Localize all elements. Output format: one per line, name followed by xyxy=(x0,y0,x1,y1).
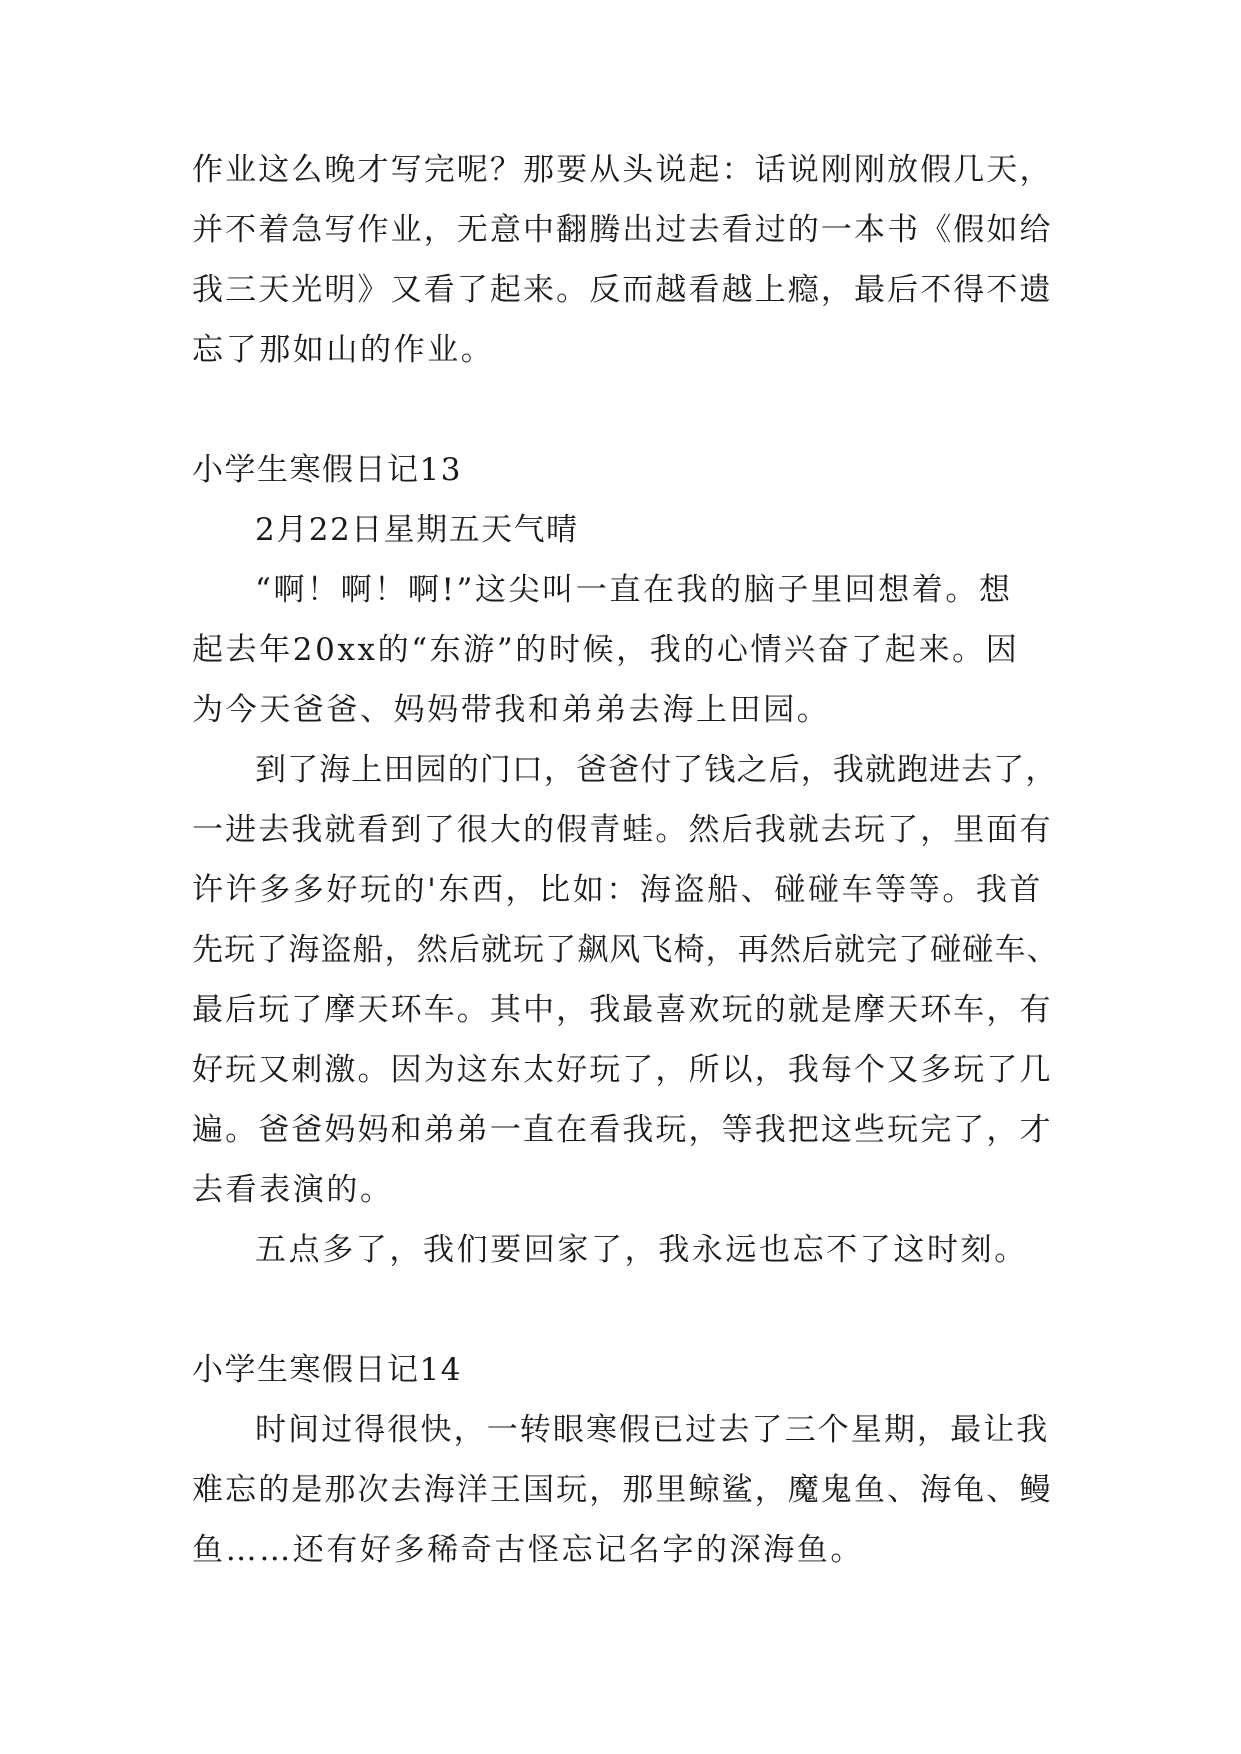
section-14-title: 小学生寒假日记14 xyxy=(192,1352,462,1388)
section-13-p1-line-3: 为今天爸爸、妈妈带我和弟弟去海上田园。 xyxy=(192,692,831,728)
section-13-p2-line-1: 到了海上田园的门口，爸爸付了钱之后，我就跑进去了， xyxy=(255,752,1058,788)
intro-line-2: 并不着急写作业，无意中翻腾出过去看过的一本书《假如给 xyxy=(192,212,1053,248)
section-13-p2-line-5: 最后玩了摩天环车。其中，我最喜欢玩的就是摩天环车，有 xyxy=(192,992,1053,1028)
section-13-p2-line-6: 好玩又刺激。因为这东太好玩了，所以，我每个又多玩了几 xyxy=(192,1052,1053,1088)
section-13-p2-line-3: 许许多多好玩的'东西，比如：海盗船、碰碰车等等。我首 xyxy=(192,872,1044,908)
section-13-p2-line-4: 先玩了海盗船，然后就玩了飙风飞椅，再然后就完了碰碰车、 xyxy=(192,932,1059,968)
section-13-p3-line-1: 五点多了，我们要回家了，我永远也忘不了这时刻。 xyxy=(255,1232,1028,1268)
intro-line-1: 作业这么晚才写完呢？那要从头说起：话说刚刚放假几天， xyxy=(192,152,1053,188)
section-14-p1-line-3: 鱼……还有好多稀奇古怪忘记名字的深海鱼。 xyxy=(192,1532,864,1568)
intro-line-4: 忘了那如山的作业。 xyxy=(192,332,495,368)
section-14-p1-line-1: 时间过得很快，一转眼寒假已过去了三个星期，最让我 xyxy=(255,1412,1050,1448)
section-13-p1-line-2: 起去年20xx的“东游”的时候，我的心情兴奋了起来。因 xyxy=(192,632,1020,668)
intro-line-3: 我三天光明》又看了起来。反而越看越上瘾，最后不得不遗 xyxy=(192,272,1053,308)
section-13-title: 小学生寒假日记13 xyxy=(192,452,462,488)
section-13-p2-line-7: 遍。爸爸妈妈和弟弟一直在看我玩，等我把这些玩完了，才 xyxy=(192,1112,1053,1148)
section-14-p1-line-2: 难忘的是那次去海洋王国玩，那里鲸鲨，魔鬼鱼、海龟、鳗 xyxy=(192,1472,1053,1508)
section-13-date-line: 2月22日星期五天气晴 xyxy=(255,512,579,548)
section-13-p2-line-2: 一进去我就看到了很大的假青蛙。然后我就去玩了，里面有 xyxy=(192,812,1053,848)
section-13-p2-line-8: 去看表演的。 xyxy=(192,1172,394,1208)
section-13-p1-line-1: “啊！啊！啊!”这尖叫一直在我的脑子里回想着。想 xyxy=(255,572,1013,608)
